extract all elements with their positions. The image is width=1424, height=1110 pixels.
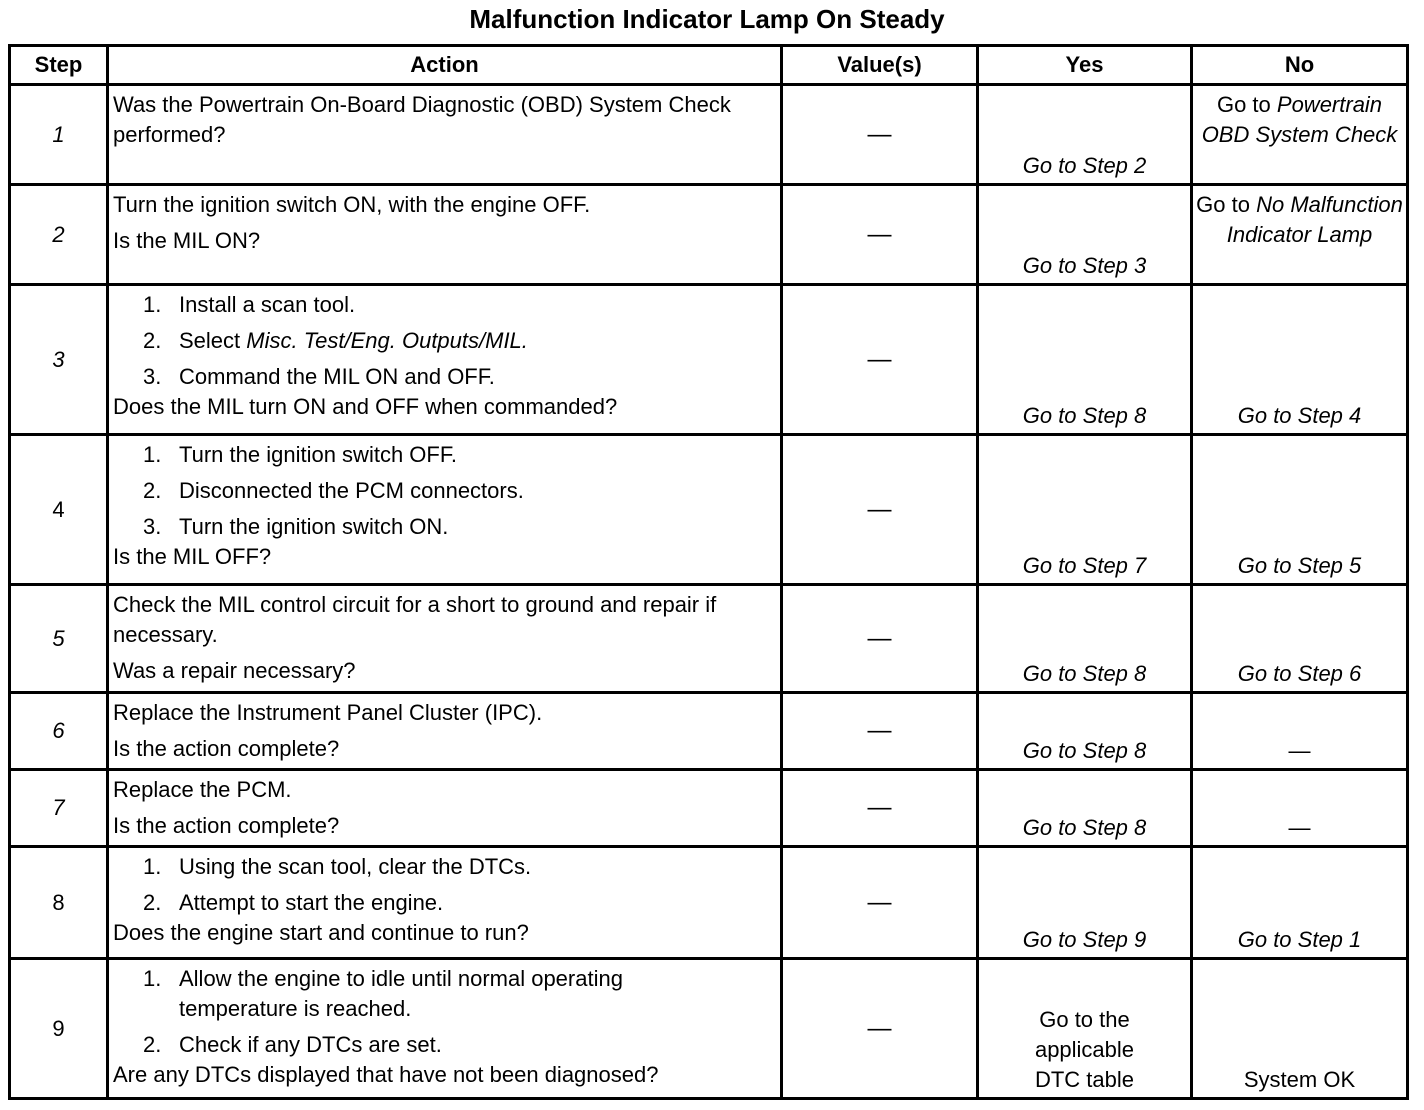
table-row [10,770,1408,847]
no-cell: — [1192,693,1408,770]
value-cell: — [782,770,978,847]
table-row [10,285,1408,435]
no-cell: — [1192,770,1408,847]
yes-cell [978,959,1192,1099]
yes-cell: Go to Step 9 [978,847,1192,959]
action-text: Replace the PCM. [113,777,292,802]
yes-cell: Go to Step 7 [978,435,1192,585]
step-number: 2 [10,185,108,285]
no-cell: Go to Step 1 [1192,847,1408,959]
list-item [113,512,776,542]
value-cell: — [782,435,978,585]
action-cell [108,770,782,847]
value-cell: — [782,585,978,693]
action-question: Is the MIL OFF? [113,544,272,569]
step-number: 9 [10,959,108,1099]
list-text: Install a scan tool. [179,292,356,317]
step-number: 1 [10,85,108,185]
table-row [10,585,1408,693]
yes-cell: Go to Step 3 [978,185,1192,285]
action-cell [108,847,782,959]
list-number: 3. [143,514,162,539]
list-text: Allow the engine to idle until normal operating temperature is reached. [179,966,623,1021]
list-item [113,440,776,470]
action-question: Is the action complete? [113,736,340,761]
no-prefix: Go to [1216,92,1271,117]
yes-cell: Go to Step 8 [978,770,1192,847]
header-step: Step [10,46,108,85]
yes-cell: Go to Step 8 [978,285,1192,435]
list-item [113,964,776,1024]
action-cell [108,959,782,1099]
step-number: 4 [10,435,108,585]
action-cell [108,185,782,285]
no-prefix: Go to [1196,192,1250,217]
value-cell: — [782,693,978,770]
value-cell: — [782,285,978,435]
step-number: 6 [10,693,108,770]
value-cell: — [782,185,978,285]
list-text: Turn the ignition switch ON. [179,514,449,539]
no-cell [1192,85,1408,185]
list-text: Command the MIL ON and OFF. [179,364,495,389]
no-cell: Go to Step 5 [1192,435,1408,585]
no-cell [1192,185,1408,285]
no-link: Powertrain OBD System Check [1201,92,1398,147]
table-row [10,435,1408,585]
list-number: 2. [143,890,162,915]
menu-path: Misc. Test/Eng. Outputs/MIL. [246,328,528,353]
value-cell: — [782,959,978,1099]
action-question: Was a repair necessary? [113,658,356,683]
list-number: 2. [143,478,162,503]
step-number: 5 [10,585,108,693]
table-row [10,693,1408,770]
action-text: Was the Powertrain On-Board Diagnostic (OBD) System Check performed? [113,92,731,147]
action-question: Does the engine start and continue to run? [113,920,529,945]
value-cell: — [782,847,978,959]
header-yes: Yes [978,46,1192,85]
list-item [113,1030,776,1060]
action-question: Does the MIL turn ON and OFF when commanded? [113,394,618,419]
list-number: 2. [143,328,162,353]
list-text: Attempt to start the engine. [179,890,444,915]
list-number: 1. [143,854,162,879]
diagnostic-table [8,44,1409,1100]
no-cell: Go to Step 6 [1192,585,1408,693]
list-text: Disconnected the PCM connectors. [179,478,524,503]
action-cell [108,693,782,770]
no-cell: System OK [1192,959,1408,1099]
yes-cell: Go to Step 8 [978,585,1192,693]
action-text: Turn the ignition switch ON, with the engine OFF. [113,192,591,217]
action-question: Is the action complete? [113,813,340,838]
yes-cell: Go to Step 8 [978,693,1192,770]
list-item [113,362,776,392]
header-no: No [1192,46,1408,85]
step-number: 7 [10,770,108,847]
yes-cell: Go to Step 2 [978,85,1192,185]
step-number: 3 [10,285,108,435]
action-cell [108,285,782,435]
header-action: Action [108,46,782,85]
list-number: 1. [143,292,162,317]
action-question: Is the MIL ON? [113,228,261,253]
header-values: Value(s) [782,46,978,85]
yes-text: Go to the applicable DTC table [1034,1007,1135,1092]
action-text: Replace the Instrument Panel Cluster (IPC). [113,700,543,725]
list-item [113,326,776,356]
table-row [10,847,1408,959]
list-text-prefix: Select [179,328,241,353]
action-cell [108,435,782,585]
list-item [113,888,776,918]
value-cell: — [782,85,978,185]
list-number: 3. [143,364,162,389]
table-row [10,185,1408,285]
list-text: Turn the ignition switch OFF. [179,442,457,467]
list-item [113,290,776,320]
page-title: Malfunction Indicator Lamp On Steady [469,4,945,34]
list-number: 1. [143,442,162,467]
table-row [10,85,1408,185]
step-number: 8 [10,847,108,959]
action-question: Are any DTCs displayed that have not been diagnosed? [113,1062,659,1087]
list-text: Using the scan tool, clear the DTCs. [179,854,532,879]
action-cell [108,85,782,185]
list-text: Check if any DTCs are set. [179,1032,442,1057]
action-cell [108,585,782,693]
table-row [10,959,1408,1099]
list-item [113,476,776,506]
no-link: No Malfunction Indicator Lamp [1226,192,1403,247]
no-cell: Go to Step 4 [1192,285,1408,435]
list-number: 2. [143,1032,162,1057]
action-text: Check the MIL control circuit for a short to ground and repair if necessary. [113,592,717,647]
list-item [113,852,776,882]
table-header-row [10,46,1408,85]
list-number: 1. [143,966,162,991]
list-text [179,326,528,356]
